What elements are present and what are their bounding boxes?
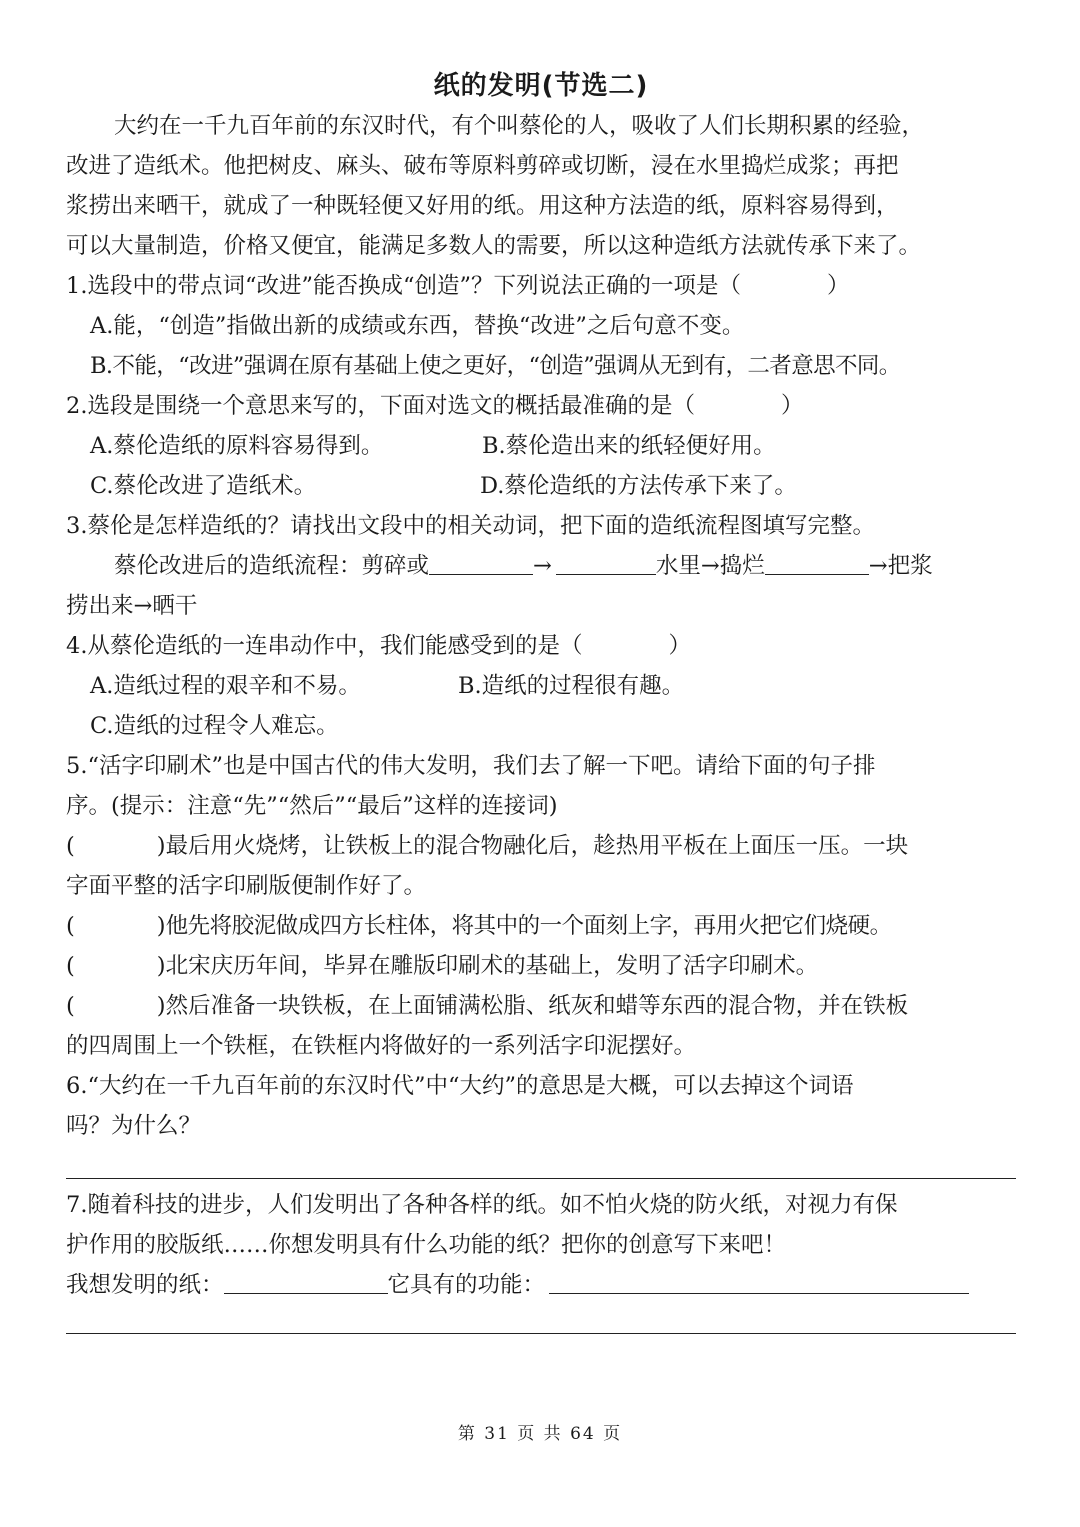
q5-s1-open-paren: ( <box>66 833 75 859</box>
page-footer: 第 31 页 共 64 页 <box>457 1424 623 1444</box>
q7-answer-line[interactable] <box>66 1333 1016 1334</box>
q1-stem <box>66 266 1016 306</box>
q3-arrow-2: →把浆 <box>868 553 933 579</box>
q7-label-paper: 我想发明的纸： <box>66 1272 224 1298</box>
q4-option-a: A.造纸过程的艰辛和不易。 <box>90 673 361 699</box>
passage-line-2: 改进了造纸术。他把树皮、麻头、破布等原料剪碎或切断，浸在水里捣烂成浆；再把 <box>66 153 899 179</box>
q2-option-b: B.蔡伦造出来的纸轻便好用。 <box>482 433 776 459</box>
passage <box>66 106 1016 266</box>
q4-options-row-1 <box>66 666 1016 706</box>
worksheet-page <box>66 66 1016 1334</box>
passage-line-4: 可以大量制造，价格又便宜，能满足多数人的需要，所以这种造纸方法就传承下来了。 <box>66 233 922 259</box>
q1-option-b: B.不能，“改进”强调在原有基础上使之更好，“创造”强调从无到有，二者意思不同。 <box>90 353 901 379</box>
q7-paper-blank[interactable] <box>224 1269 388 1294</box>
q2-close-paren: ） <box>780 393 804 419</box>
q1-stem-text: 1.选段中的带点词“改进”能否换成“创造”？下列说法正确的一项是（ <box>66 273 741 299</box>
q5-s4-close-paren: ) <box>156 993 166 1019</box>
q5-s3-open-paren: ( <box>66 953 75 979</box>
q2-options-row-1 <box>66 426 1016 466</box>
q5-s4-open-paren: ( <box>66 993 75 1019</box>
q2-option-a: A.蔡伦造纸的原料容易得到。 <box>90 433 384 459</box>
q1-close-paren: ） <box>826 273 850 299</box>
q5-stem-2: 序。(提示：注意“先”“然后”“最后”这样的连接词) <box>66 793 558 819</box>
q2-option-d: D.蔡伦造纸的方法传承下来了。 <box>480 473 797 499</box>
q5-s4-text-cont: 的四周围上一个铁框，在铁框内将做好的一系列活字印泥摆好。 <box>66 1033 697 1059</box>
q5-stem-1: 5.“活字印刷术”也是中国古代的伟大发明，我们去了解一下吧。请给下面的句子排 <box>66 753 876 779</box>
q4-stem-text: 4.从蔡伦造纸的一连串动作中，我们能感受到的是（ <box>66 633 583 659</box>
q2-stem-text: 2.选段是围绕一个意思来写的，下面对选文的概括最准确的是（ <box>66 393 695 419</box>
q7-stem-1: 7.随着科技的进步，人们发明出了各种各样的纸。如不怕火烧的防火纸，对视力有保 <box>66 1192 898 1218</box>
q5-s2-close-paren: ) <box>156 913 166 939</box>
q3-flow-prefix: 蔡伦改进后的造纸流程：剪碎或 <box>114 553 430 579</box>
q4-stem <box>66 626 1016 666</box>
q4-close-paren: ） <box>668 633 691 659</box>
q5-s1-text-cont: 字面平整的活字印刷版便制作好了。 <box>66 873 427 899</box>
passage-line-3: 浆捞出来晒干，就成了一种既轻便又好用的纸。用这种方法造的纸，原料容易得到， <box>66 193 899 219</box>
q5-sentence-2 <box>66 906 1016 946</box>
q5-s4-text: 然后准备一块铁板，在上面铺满松脂、纸灰和蜡等东西的混合物，并在铁板 <box>165 993 909 1019</box>
q3-blank-3[interactable] <box>765 550 869 575</box>
q5-sentence-3 <box>66 946 1016 986</box>
q3-blank-1[interactable] <box>429 550 533 575</box>
q5-s2-text: 他先将胶泥做成四方长柱体，将其中的一个面刻上字，再用火把它们烧硬。 <box>165 913 892 939</box>
q3-arrow-1: → <box>533 553 552 579</box>
q5-s1-text: 最后用火烧烤，让铁板上的混合物融化后，趁热用平板在上面压一压。一块 <box>165 833 909 859</box>
q5-s1-close-paren: ) <box>156 833 166 859</box>
q3-segment-2: 水里→捣烂 <box>655 553 765 579</box>
q7-function-blank[interactable] <box>549 1269 969 1294</box>
q7-label-function: 它具有的功能： <box>387 1272 546 1298</box>
q3-stem: 3.蔡伦是怎样造纸的？请找出文段中的相关动词，把下面的造纸流程图填写完整。 <box>66 513 875 539</box>
worksheet-title: 纸的发明(节选二) <box>433 71 649 101</box>
q3-flow-line <box>66 546 1016 586</box>
q2-options-row-2 <box>66 466 1016 506</box>
q2-stem <box>66 386 1016 426</box>
q7-answer-row <box>66 1265 1016 1305</box>
q7-stem-2: 护作用的胶版纸……你想发明具有什么功能的纸？把你的创意写下来吧！ <box>66 1232 787 1258</box>
q5-s3-close-paren: ) <box>156 953 166 979</box>
q1-option-a: A.能，“创造”指做出新的成绩或东西，替换“改进”之后句意不变。 <box>90 313 745 339</box>
q5-s2-open-paren: ( <box>66 913 75 939</box>
passage-line-1: 大约在一千九百年前的东汉时代，有个叫蔡伦的人，吸收了人们长期积累的经验， <box>114 113 925 139</box>
q6-stem-2: 吗？为什么？ <box>66 1113 202 1139</box>
q5-s3-text: 北宋庆历年间，毕昇在雕版印刷术的基础上，发明了活字印刷术。 <box>165 953 819 979</box>
q3-blank-2[interactable] <box>556 550 656 575</box>
q6-stem-1: 6.“大约在一千九百年前的东汉时代”中“大约”的意思是大概，可以去掉这个词语 <box>66 1073 854 1099</box>
q4-option-c: C.造纸的过程令人难忘。 <box>90 713 339 739</box>
q3-flow-end: 捞出来→晒干 <box>66 593 198 619</box>
q2-option-c: C.蔡伦改进了造纸术。 <box>90 473 317 499</box>
q5-sentence-4 <box>66 986 1016 1026</box>
q4-option-b: B.造纸的过程很有趣。 <box>458 673 685 699</box>
q5-sentence-1 <box>66 826 1016 866</box>
